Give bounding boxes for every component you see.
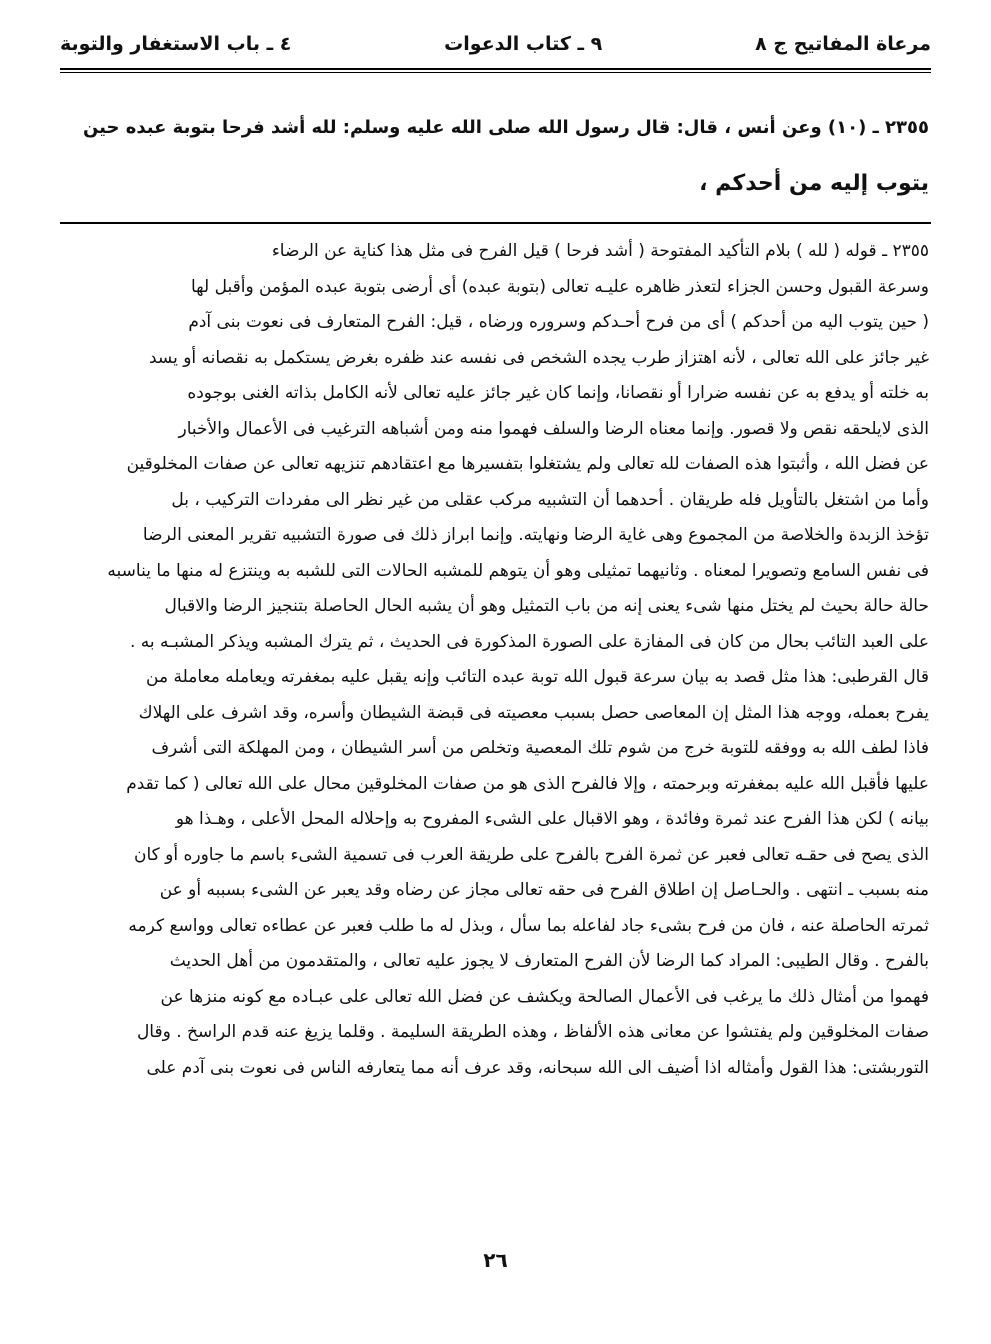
commentary-line: غير جائز على الله تعالى ، لأنه اهتزاز طرب يجده الشخص فى نفسه عند ظفره بغرض يستكمل به نقصانه أو يسد — [149, 347, 929, 368]
header-book-title: مرعاة المفاتيح ج ٨ — [755, 33, 931, 55]
header-chapter: ٩ ـ كتاب الدعوات — [444, 33, 603, 55]
commentary-line: الذى يصح فى حقـه تعالى فعبر عن ثمرة الفرح بالفرح على طريقة العرب فى تسمية الشىء باسم ما جاوره أو كان — [133, 844, 929, 865]
commentary-line: ٢٣٥٥ ـ قوله ( لله ) بلام التأكيد المفتوحة ( أشد فرحا ) قيل الفرح فى مثل هذا كناية عن الرضاء — [271, 241, 929, 261]
commentary-line: فاذا لطف الله به ووفقه للتوبة خرج من شوم تلك المعصية وتخلص من أسر الشيطان ، ومن المهلكة التى أشرف — [151, 738, 929, 758]
commentary-line: يفرح بعمله، ووجه هذا المثل إن المعاصى حصل بسبب معصيته فى قبضة الشيطان وأسره، وقد اشرف على الهلاك — [138, 702, 929, 723]
commentary-line: تؤخذ الزبدة والخلاصة من المجموع وهى غاية الرضا ونهايته. وإنما ابراز ذلك فى صورة التشبيه تقرير المعنى الرضا — [142, 525, 929, 545]
hadith-text — [62, 100, 929, 212]
commentary-line: بالفرح . وقال الطيبى: المراد كما الرضا لأن الفرح المتعارف لا يجوز عليه تعالى ، والمتقدمون من أهل الحديث — [169, 951, 929, 971]
commentary-line: عليها فأقبل الله عليه بمغفرته وبرحمته ، وإلا فالفرح الذى هو من صفات المخلوقين محال على الله تعالى ( كما تقدم — [126, 773, 929, 794]
header-rule — [60, 68, 931, 70]
commentary-line: فهموا من أمثال ذلك ما يرغب فى الأعمال الصالحة ويكشف عن فضل الله تعالى على عبـاده مع كونه منزها عن — [160, 986, 929, 1007]
commentary-line: فى نفس السامع وتصويرا لمعناه . وثانيهما تمثيلى وهو أن يتوهم للمشبه الحالات التى للشبه به وينتزع له منها ما يناسبه — [107, 560, 929, 581]
commentary-line: منه بسبب ـ انتهى . والحـاصل إن اطلاق الفرح فى حقه تعالى مجاز عن رضاه وقد يعبر عن الشىء بسببه أو عن — [159, 880, 929, 900]
commentary-line: ( حين يتوب اليه من أحدكم ) أى من فرح أحـدكم وسروره ورضاه ، قيل: الفرح المتعارف فى نعوت بنى آدم — [188, 312, 929, 332]
commentary-line: ثمرته الحاصلة عنه ، فان من فرح بشىء جاد لفاعله بما سأل ، وبذل له ما طلب فعبر عن عطاءه تعالى وواسع كرمه — [128, 915, 929, 936]
commentary-text — [62, 234, 929, 1086]
commentary-line: به خلته أو يدفع به عن نفسه ضرارا أو نقصانا، وإنما كان غير جائز عليه تعالى لأنه الكامل بذاته الغنى بوجوده — [187, 383, 929, 403]
commentary-line: صفات المخلوقين ولم يفتشوا عن معانى هذه الألفاظ ، وهذه الطريقة السليمة . وقلما يزيغ عنه قدم الراسخ . وقال — [136, 1022, 929, 1042]
commentary-line: بيانه ) لكن هذا الفرح عند ثمرة وفائدة ، وهو الاقبال على الشىء المفروح به وإحلاله المحل الأعلى ، وهـذا هو — [175, 809, 929, 829]
commentary-line: حالة حالة بحيث لم يختل منها شىء يعنى إنه من باب التمثيل وهو أن يشبه الحال الحاصلة بتنجيز الرضا والاقبال — [164, 596, 929, 616]
hadith-line: يتوب إليه من أحدكم ، — [699, 171, 929, 196]
commentary-line: التوربشتى: هذا القول وأمثاله اذا أضيف الى الله سبحانه، وقد عرف أنه مما يتعارفه الناس فى نعوت بنى آدم على — [146, 1057, 929, 1078]
header-section: ٤ ـ باب الاستغفار والتوبة — [60, 33, 292, 55]
commentary-line: الذى لايلحقه نقص ولا قصور. وإنما معناه الرضا والسلف فهموا منه ومن أشباهه الترغيب فى الأعمال والأخبار — [178, 418, 929, 439]
running-header — [60, 22, 931, 66]
page-number: ٢٦ — [483, 1248, 508, 1272]
commentary-line: عن فضل الله ، وأثبتوا هذه الصفات لله تعالى ولم يشتغلوا بتفسيرها مع اعتقادهم تنزيهه تعالى عن صفات المخلوقين — [126, 454, 929, 474]
commentary-line: على العبد التائب بحال من كان فى المفازة على الصورة المذكورة فى الحديث ، ثم يترك المشبه ويذكر المشبـه به . — [129, 631, 929, 652]
header-rule-thin — [60, 72, 931, 73]
hadith-line: ٢٣٥٥ ـ (١٠) وعن أنس ، قال: قال رسول الله صلى الله عليه وسلم: لله أشد فرحا بتوبة عبده حين — [82, 117, 929, 138]
section-rule — [60, 222, 931, 224]
commentary-line: وأما من اشتغل بالتأويل فله طريقان . أحدهما أن التشبيه مركب عقلى من غير نظر الى مفردات التركيب ، بل — [171, 489, 929, 510]
commentary-line: وسرعة القبول وحسن الجزاء لتعذر ظاهره عليـه تعالى (بتوبة عبده) أى أرضى بتوبة عبده المؤمن وأقبل لها — [190, 276, 929, 297]
commentary-line: قال القرطبى: هذا مثل قصد به بيان سرعة قبول الله توبة عبده التائب وإنه يقبل عليه بمغفرته ويعامله معاملة من — [146, 667, 929, 687]
